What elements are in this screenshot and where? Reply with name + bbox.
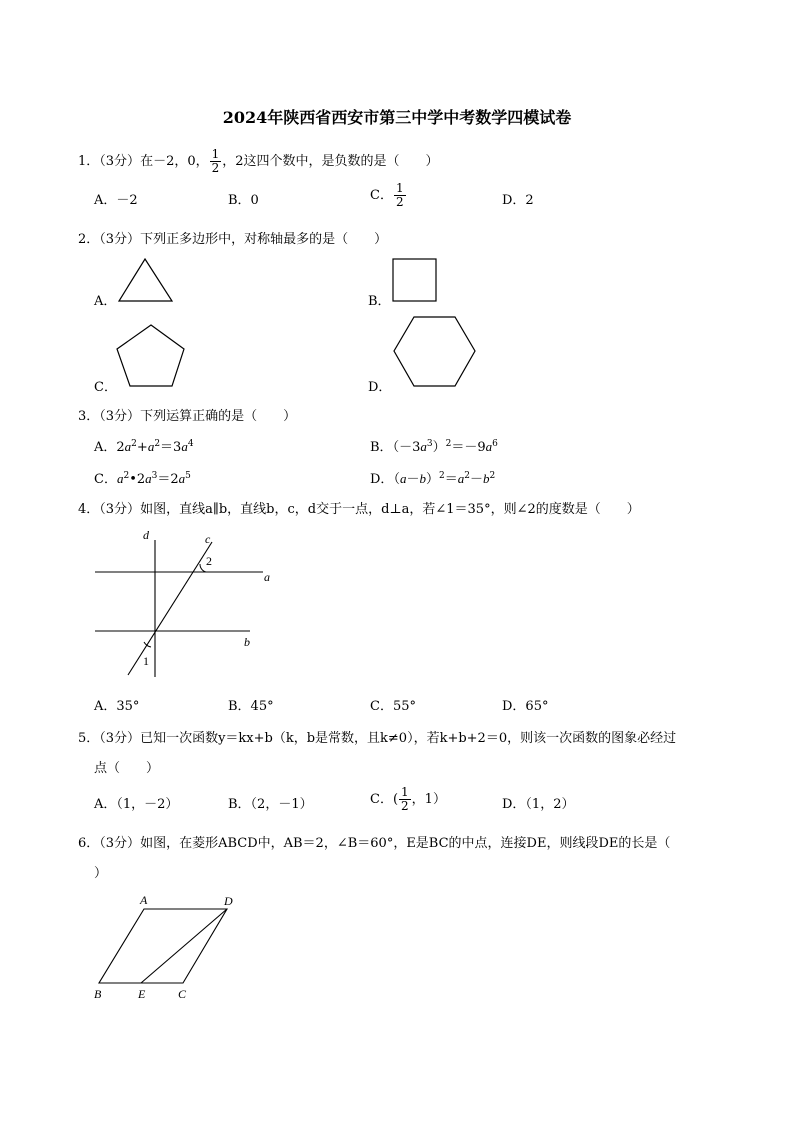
q2-option-d[interactable]: D． (368, 380, 392, 395)
regular-hexagon-figure (393, 316, 477, 388)
q2-text: 下列正多边形中，对称轴最多的是（ ） (140, 232, 388, 247)
q1-frac-num: 1 (211, 147, 220, 161)
question-4-stem (78, 498, 640, 517)
q3-score: （3分） (99, 409, 141, 424)
q1-frac-den: 2 (211, 161, 220, 175)
q4-option-a[interactable]: A．35° (94, 699, 140, 714)
q6-score: （3分） (99, 836, 141, 851)
q1-text-post: ，2这四个数中，是负数的是（ ） (222, 154, 439, 169)
q1-option-d[interactable]: D．2 (502, 193, 534, 208)
q5-text-line-1: 已知一次函数y＝kx+b（k，b是常数，且k≠0），若k+b+2＝0，则该一次函数的图象必经过 (140, 731, 677, 746)
rhombus-figure (90, 892, 250, 1004)
q3-option-c-label: C． (94, 472, 117, 487)
q1-option-c-fraction (394, 182, 406, 209)
q3-option-c[interactable]: C．$a^2•2a^3=2a^5$ (94, 471, 191, 487)
q1-option-c-num: 1 (395, 181, 404, 195)
q5-score: （3分） (99, 731, 141, 746)
q1-score: （3分） (99, 154, 141, 169)
q4-option-c[interactable]: C．55° (370, 699, 416, 714)
q5-option-c-fraction (399, 786, 411, 813)
question-2-stem (78, 228, 387, 247)
q1-option-b[interactable]: B．0 (228, 193, 259, 208)
label-d: d (143, 528, 149, 542)
q5-option-a[interactable]: A．（1，－2） (94, 797, 179, 812)
q2-number: 2． (78, 232, 100, 247)
label-b: b (244, 635, 250, 649)
question-3-stem (78, 405, 296, 424)
q3-number: 3． (78, 409, 100, 424)
q1-option-c-den: 2 (395, 195, 404, 209)
q4-option-d[interactable]: D．65° (502, 699, 549, 714)
question-5-stem (78, 727, 676, 746)
q4-text: 如图，直线a∥b，直线b，c，d交于一点，d⊥a，若∠1＝35°，则∠2的度数是（ ） (140, 502, 640, 517)
line-c (128, 542, 212, 675)
q4-option-b[interactable]: B．45° (228, 699, 274, 714)
parallel-lines-figure (90, 525, 285, 680)
label-angle-1: 1 (143, 654, 149, 668)
q5-option-c-rest: ，1） (411, 792, 446, 807)
q6-text-line-1: 如图，在菱形ABCD中，AB＝2，∠B＝60°，E是BC的中点，连接DE，则线段DE的长是（ (140, 836, 671, 851)
q1-option-c[interactable] (370, 182, 407, 209)
q1-number: 1． (78, 154, 100, 169)
label-angle-2: 2 (206, 554, 212, 568)
q5-text-line-2: 点（ ） (94, 761, 160, 776)
q2-score: （3分） (99, 232, 141, 247)
q2-option-b[interactable]: B． (368, 294, 391, 309)
label-a: a (264, 570, 270, 584)
q3-text: 下列运算正确的是（ ） (140, 409, 297, 424)
label-c: c (205, 532, 211, 546)
q6-text-line-2: ） (94, 866, 108, 881)
q3-option-a-label: A． (94, 440, 117, 455)
q4-score: （3分） (99, 502, 141, 517)
q1-option-a[interactable]: A．－2 (94, 193, 138, 208)
q2-option-a[interactable]: A． (94, 294, 117, 309)
q5-option-c-num: 1 (401, 785, 409, 799)
q1-text-pre: 在－2，0， (140, 154, 209, 169)
q3-option-d[interactable]: D．$(a-b)^2=a^2-b^2$ (370, 471, 496, 487)
vertex-label-d: D (224, 894, 233, 908)
q4-number: 4． (78, 502, 100, 517)
rhombus-abcd (99, 909, 227, 983)
q5-option-d[interactable]: D．（1，2） (502, 797, 575, 812)
vertex-label-a: A (140, 893, 148, 907)
vertex-label-c: C (178, 987, 187, 1001)
question-6-stem (78, 832, 670, 851)
q3-option-b-label: B． (370, 440, 393, 455)
question-1-stem (78, 148, 439, 175)
q6-number: 6． (78, 836, 100, 851)
q5-number: 5． (78, 731, 100, 746)
q3-option-b[interactable]: B．$(-3a^3)^2=-9a^6$ (370, 439, 498, 455)
equilateral-triangle-figure (118, 258, 174, 303)
q5-option-c-den: 2 (401, 799, 409, 813)
square-figure (392, 258, 438, 303)
q3-option-d-label: D． (370, 472, 394, 487)
q5-option-c[interactable]: C．( $\frac{1}{2}$ ，1） (370, 785, 446, 813)
vertex-label-b: B (94, 987, 102, 1001)
q1-fraction (210, 148, 222, 175)
q3-option-a[interactable]: A．$2a^2+a^2=3a^4$ (94, 439, 194, 455)
q5-option-c-label: C． (370, 792, 393, 807)
vertex-label-e: E (138, 987, 146, 1001)
page-title: 2024年陕西省西安市第三中学中考数学四模试卷 (222, 108, 572, 127)
regular-pentagon-figure (116, 324, 186, 388)
segment-de (141, 909, 227, 983)
q5-option-b[interactable]: B．（2，－1） (228, 797, 313, 812)
q2-option-c[interactable]: C． (94, 380, 117, 395)
q1-option-c-label: C． (370, 188, 393, 203)
